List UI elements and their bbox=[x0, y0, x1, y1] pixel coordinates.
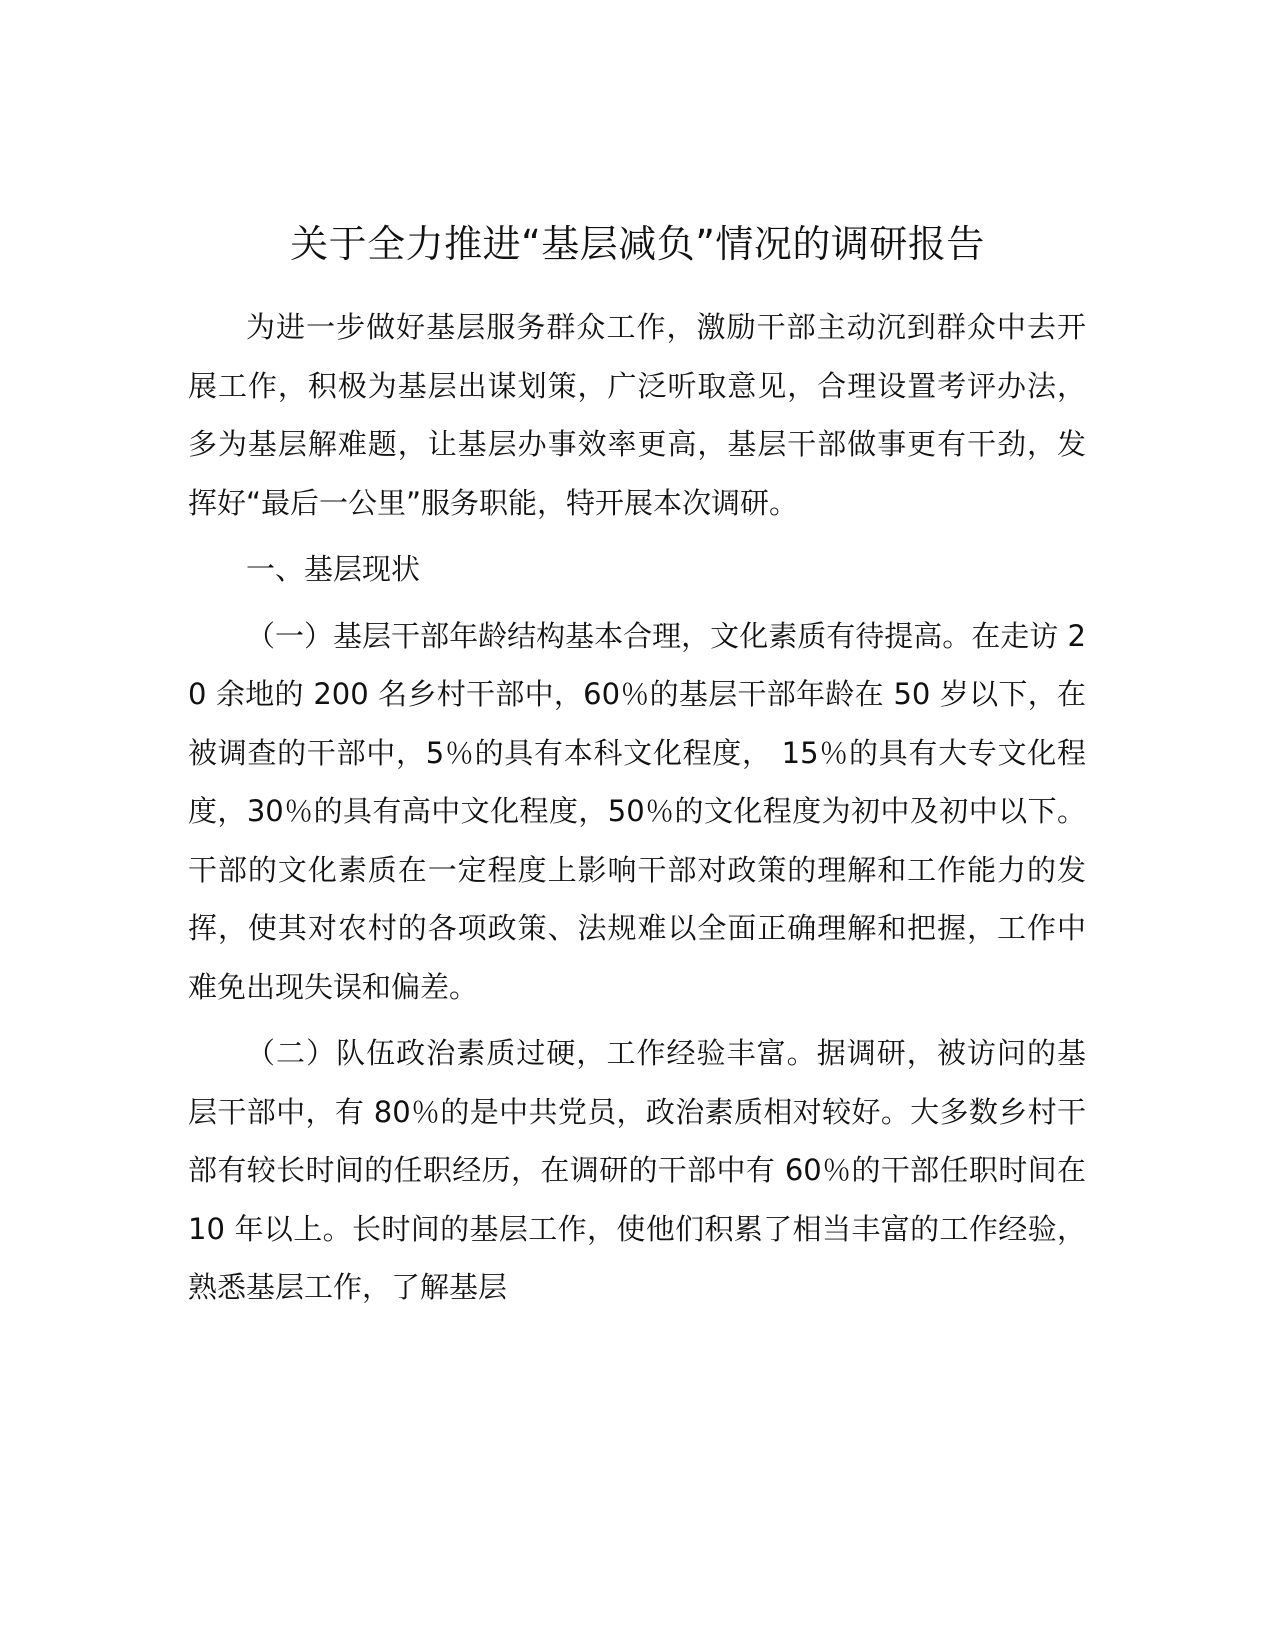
document-title: 关于全力推进“基层减负”情况的调研报告 bbox=[290, 222, 985, 266]
subsection-paragraph-2: （二）队伍政治素质过硬，工作经验丰富。据调研，被访问的基层干部中，有 80％的是中共党员，政治素质相对较好。大多数乡村干部有较长时间的任职经历，在调研的干部中有 60％的干部任职时间在 10 年以上。长时间的基层工作，使他们积累了相当丰富的工作经验，熟悉基层工作，了解基层 bbox=[188, 1036, 1086, 1304]
subsection-paragraph-1: （一）基层干部年龄结构基本合理，文化素质有待提高。在走访 20 余地的 200 名乡村干部中，60％的基层干部年龄在 50 岁以下，在被调查的干部中，5％的具有本科文化程度， 15％的具有大专文化程度，30％的具有高中文化程度，50％的文化程度为初中及初中以下。干部的文化素质在一定程度上影响干部对政策的理解和工作能力的发挥，使其对农村的各项政策、法规难以全面正确理解和把握，工作中难免出现失误和偏差。 bbox=[188, 618, 1086, 1004]
document-body bbox=[188, 298, 1086, 1317]
intro-paragraph: 为进一步做好基层服务群众工作，激励干部主动沉到群众中去开展工作，积极为基层出谋划策，广泛听取意见，合理设置考评办法，多为基层解难题，让基层办事效率更高，基层干部做事更有干劲，发挥好“最后一公里”服务职能，特开展本次调研。 bbox=[188, 310, 1086, 520]
section-heading-1: 一、基层现状 bbox=[246, 552, 421, 586]
